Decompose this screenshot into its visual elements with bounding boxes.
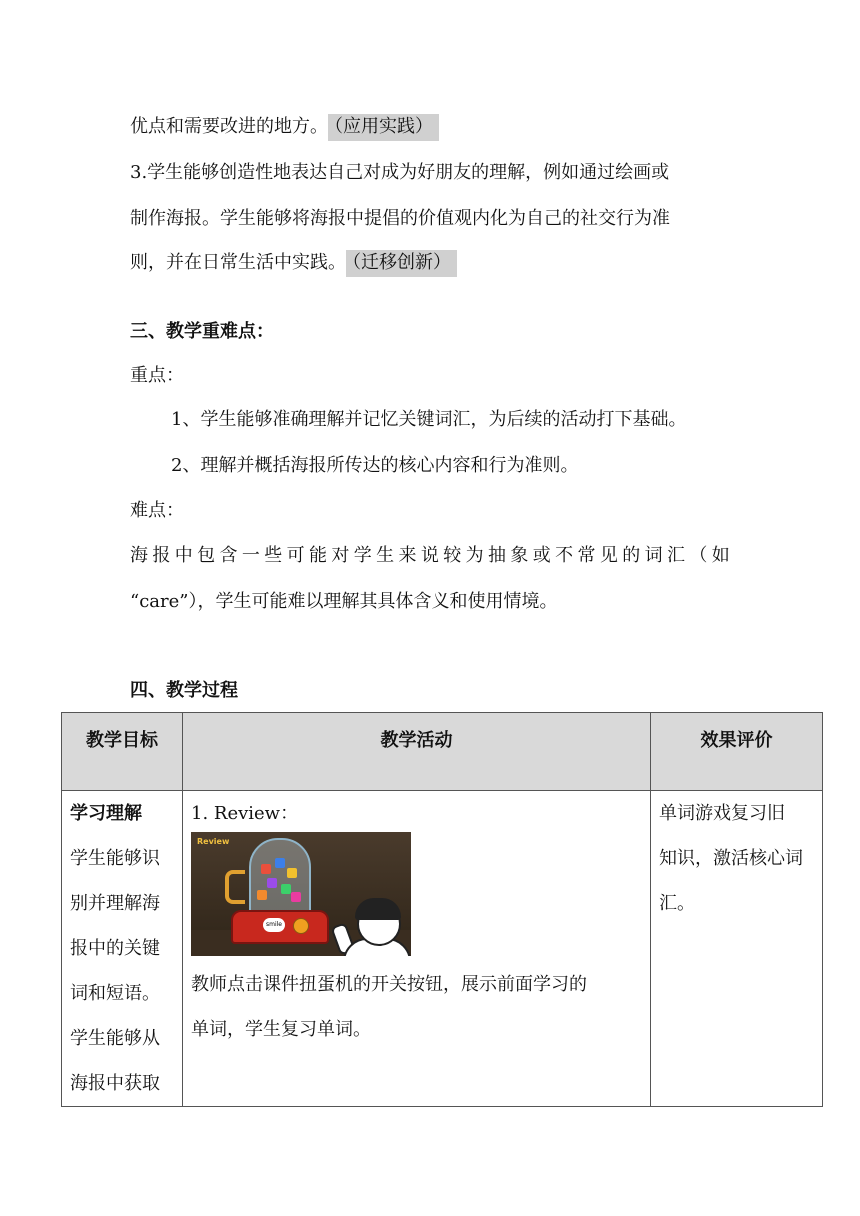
objective-tag-highlight: （迁移创新）: [346, 250, 457, 277]
goal-line: 别并理解海: [70, 893, 160, 914]
difficulty-char: 中: [174, 545, 193, 566]
difficulty-char: 常: [577, 545, 596, 566]
difficulty-char: （: [689, 545, 708, 566]
objective-line-1: [130, 114, 439, 140]
difficulty-char: 可: [286, 545, 305, 566]
difficulty-char: 的: [622, 545, 641, 566]
evaluation-line: 单词游戏复习旧: [659, 803, 785, 824]
difficulty-char: 来: [398, 545, 417, 566]
goal-title: 学习理解: [70, 803, 142, 824]
goal-line: 学生能够从: [70, 1028, 160, 1049]
difficulty-char: 较: [443, 545, 462, 566]
goal-cell: [62, 791, 183, 1107]
goal-line: 海报中获取: [70, 1073, 160, 1094]
evaluation-cell: [651, 791, 823, 1107]
difficulty-char: 象: [510, 545, 529, 566]
difficulty-char: 汇: [667, 545, 685, 566]
table-header-row: [62, 713, 823, 791]
difficulty-char: 些: [264, 545, 283, 566]
evaluation-line: 汇。: [659, 893, 695, 914]
activity-line: 单词，学生复习单词。: [191, 1019, 371, 1040]
difficulty-label: 难点：: [130, 500, 184, 521]
teaching-process-table: [61, 712, 823, 1107]
goal-line: 词和短语。: [70, 983, 160, 1004]
difficulty-char: 如: [711, 545, 730, 566]
evaluation-line: 知识，激活核心词: [659, 848, 803, 869]
header-evaluation: 效果评价: [651, 713, 823, 791]
difficulty-char: 生: [376, 545, 395, 566]
difficulty-char: 为: [465, 545, 484, 566]
difficulty-char: 词: [644, 545, 663, 566]
section3-heading: 三、教学重难点：: [130, 321, 274, 342]
difficulty-char: 说: [420, 545, 439, 566]
activity-line: 教师点击课件扭蛋机的开关按钮，展示前面学习的: [191, 974, 587, 995]
difficulty-char: 含: [219, 545, 238, 566]
difficulty-char: 能: [309, 545, 327, 566]
objective-line-2: 3.学生能够创造性地表达自己对成为好朋友的理解，例如通过绘画或: [130, 162, 670, 183]
table-row: [62, 791, 823, 1107]
header-activity: 教学活动: [183, 713, 651, 791]
goal-line: 报中的关键: [70, 938, 160, 959]
key-point-2: 2、理解并概括海报所传达的核心内容和行为准则。: [171, 455, 579, 476]
difficulty-char: 不: [555, 545, 574, 566]
switch-knob-icon: [293, 918, 309, 934]
difficulty-line-1: [130, 543, 730, 569]
goal-line: 学生能够识: [70, 848, 160, 869]
difficulty-char: 抽: [488, 545, 506, 566]
difficulty-char: 报: [152, 545, 171, 566]
key-point-1: 1、学生能够准确理解并记忆关键词汇，为后续的活动打下基础。: [171, 409, 687, 430]
review-gachapon-image: [191, 832, 411, 956]
difficulty-char: 或: [532, 545, 551, 566]
objective-line-4: [130, 250, 457, 276]
difficulty-char: 见: [599, 545, 618, 566]
activity-title: 1. Review：: [191, 803, 299, 824]
difficulty-char: 包: [197, 545, 216, 566]
capsule-dome: [249, 838, 311, 920]
difficulty-char: 对: [331, 545, 350, 566]
objective-line-3: 制作海报。学生能够将海报中提倡的价值观内化为自己的社交行为准: [130, 208, 670, 229]
objective-text: 则，并在日常生活中实践。: [130, 252, 346, 273]
machine-label: smile: [263, 918, 285, 932]
difficulty-char: 学: [353, 545, 372, 566]
image-tag: Review: [197, 837, 230, 846]
header-goal: 教学目标: [62, 713, 183, 791]
objective-tag-highlight: （应用实践）: [328, 114, 439, 141]
difficulty-char: 海: [130, 545, 148, 566]
difficulty-char: 一: [241, 545, 260, 566]
section4-heading: 四、教学过程: [130, 680, 238, 701]
activity-cell: [183, 791, 651, 1107]
key-points-label: 重点：: [130, 365, 184, 386]
objective-text: 优点和需要改进的地方。: [130, 116, 328, 137]
difficulty-line-2: “care”），学生可能难以理解其具体含义和使用情境。: [130, 591, 558, 612]
